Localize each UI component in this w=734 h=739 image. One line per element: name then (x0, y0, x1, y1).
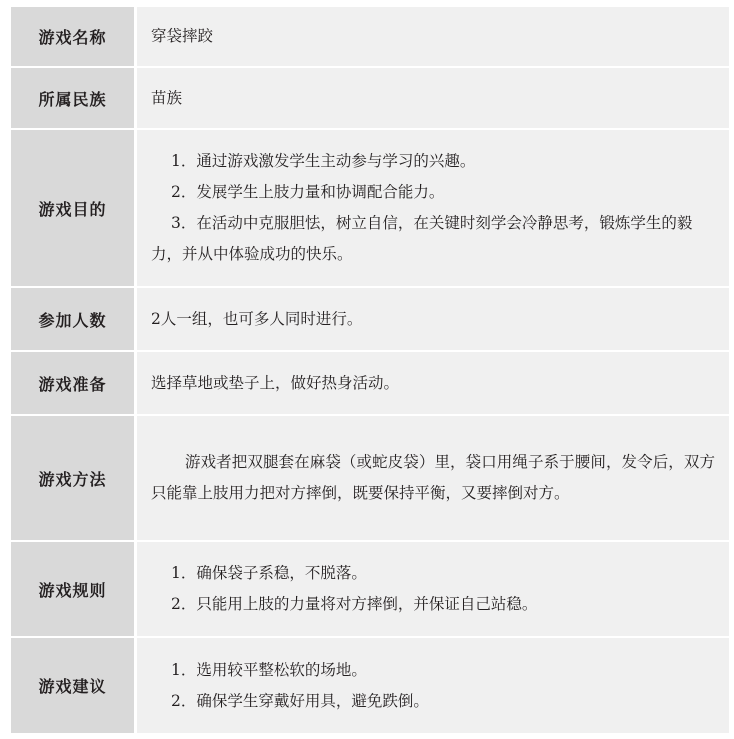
row-label-game-purpose: 游戏目的 (11, 129, 136, 287)
row-label-game-name: 游戏名称 (11, 7, 136, 67)
row-label-rules: 游戏规则 (11, 541, 136, 637)
row-value-participants: 2人一组，也可多人同时进行。 (136, 287, 730, 351)
table-row (11, 67, 729, 129)
table-row (11, 287, 729, 351)
row-label-preparation: 游戏准备 (11, 351, 136, 415)
list-item: 1．确保袋子系稳，不脱落。 (171, 564, 367, 582)
table-row (11, 415, 729, 541)
table-row (11, 541, 729, 637)
list-item: 1．通过游戏激发学生主动参与学习的兴趣。 (171, 152, 476, 170)
row-label-method: 游戏方法 (11, 415, 136, 541)
row-value-ethnic-group: 苗族 (136, 67, 730, 129)
table-row (11, 637, 729, 733)
row-label-ethnic-group: 所属民族 (11, 67, 136, 129)
row-value-suggestions (136, 637, 730, 733)
table-row (11, 129, 729, 287)
row-label-suggestions: 游戏建议 (11, 637, 136, 733)
list-item: 2．确保学生穿戴好用具，避免跌倒。 (171, 691, 429, 710)
row-value-game-name: 穿袋摔跤 (136, 7, 730, 67)
list-item: 2．发展学生上肢力量和协调配合能力。 (171, 183, 445, 201)
game-info-table (11, 7, 729, 733)
row-value-rules (136, 541, 730, 637)
list-item: 1．选用较平整松软的场地。 (171, 660, 367, 679)
list-item: 3．在活动中克服胆怯，树立自信，在关键时刻学会冷静思考，锻炼学生的毅力，并从中体验成功的快乐。 (151, 214, 693, 263)
row-value-method: 游戏者把双腿套在麻袋（或蛇皮袋）里，袋口用绳子系于腰间，发令后，双方只能靠上肢用力把对方摔倒，既要保持平衡，又要摔倒对方。 (136, 415, 730, 541)
table-row (11, 351, 729, 415)
table-row (11, 7, 729, 67)
list-item: 2．只能用上肢的力量将对方摔倒，并保证自己站稳。 (171, 595, 538, 613)
row-value-preparation: 选择草地或垫子上，做好热身活动。 (136, 351, 730, 415)
row-value-game-purpose (136, 129, 730, 287)
row-label-participants: 参加人数 (11, 287, 136, 351)
